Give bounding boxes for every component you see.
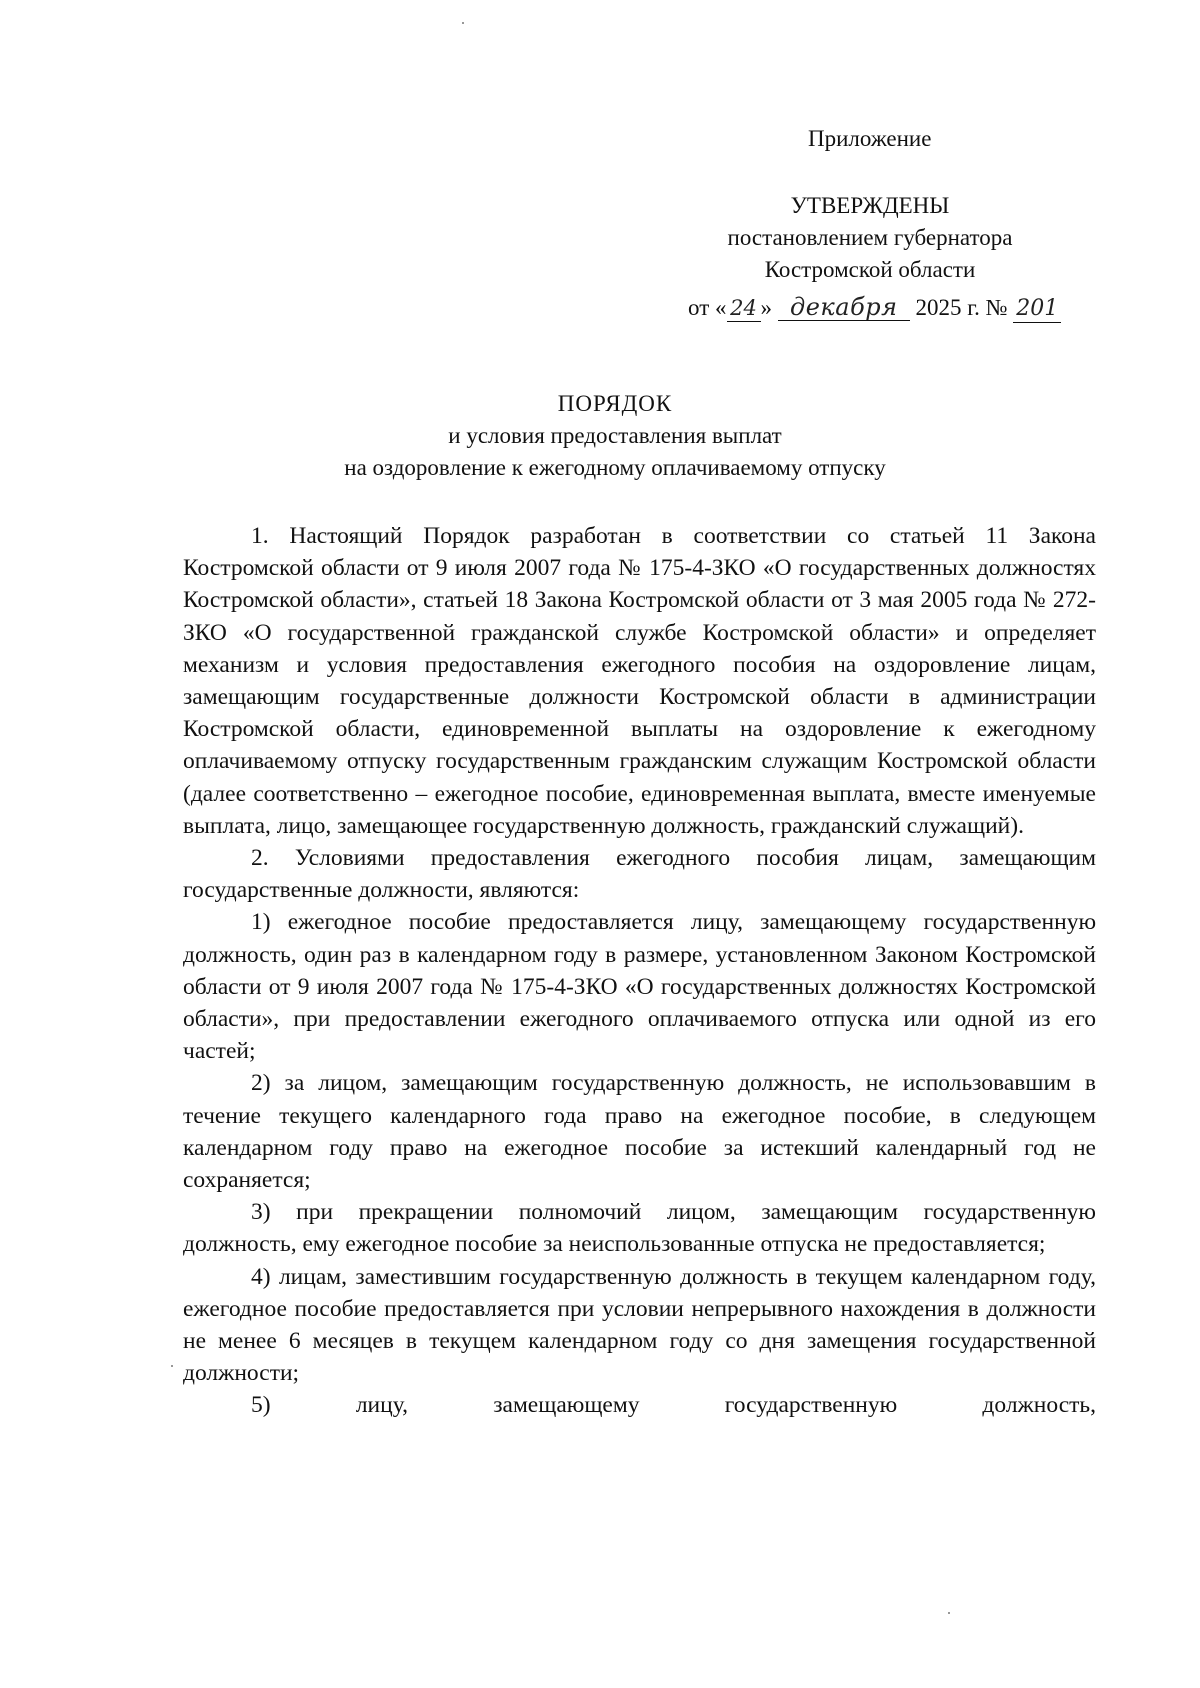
scan-speck xyxy=(462,22,464,24)
approved-label: УТВЕРЖДЕНЫ xyxy=(790,193,950,218)
list-item-1: 1) ежегодное пособие предоставляется лицу, замещающему государственную должность, один раз в календарном году в размере, установленном Законом Костромской области от 9 июля 2007 года № 175-4-ЗКО «О государственных должностях Костромской области», при предоставлении ежегодного оплачиваемого отпуска или одной из его частей; xyxy=(183,909,1096,1065)
date-quote-close: » xyxy=(760,295,772,320)
approval-block xyxy=(660,190,1080,286)
scan-speck xyxy=(948,1612,950,1614)
decree-date-line xyxy=(688,292,1061,324)
title-main: ПОРЯДОК xyxy=(557,391,673,416)
handwritten-day: 24 xyxy=(727,295,761,322)
handwritten-month: декабря xyxy=(778,294,910,321)
title-line-3: на оздоровление к ежегодному оплачиваемому отпуску xyxy=(344,455,886,480)
list-item-5: 5) лицу, замещающему государственную должность, xyxy=(251,1392,1096,1419)
decree-line-1: постановлением губернатора xyxy=(727,225,1013,250)
paragraph-1: 1. Настоящий Порядок разработан в соответствии со статьей 11 Закона Костромской области от 9 июля 2007 года № 175-4-ЗКО «О государственных должностях Костромской области», статьей 18 Закона Костромской области от 3 мая 2005 года № 272-ЗКО «О государственной гражданской службе Костромской области» и определяет механизм и условия предоставления ежегодного пособия на оздоровление лицам, замещающим государственные должности Костромской области в администрации Костромской области, единовременной выплаты на оздоровление к ежегодному оплачиваемому отпуску государственным гражданским служащим Костромской области (далее соответственно – ежегодное пособие, единовременная выплата, вместе именуемые выплата, лицо, замещающее государственную должность, гражданский служащий). xyxy=(183,523,1096,839)
list-item-2: 2) за лицом, замещающим государственную должность, не использовавшим в течение текущего календарного года право на ежегодное пособие, в следующем календарном году право на ежегодное пособие за истекший календарный год не сохраняется; xyxy=(183,1070,1096,1194)
document-body xyxy=(183,520,1096,1422)
list-item-4: 4) лицам, заместившим государственную должность в текущем календарном году, ежегодное пособие предоставляется при условии непрерывного нахождения в должности не менее 6 месяцев в текущем календарном году со дня замещения государственной должности; xyxy=(183,1263,1096,1387)
appendix-label: Приложение xyxy=(808,126,932,151)
date-prefix: от « xyxy=(688,295,727,320)
scan-speck xyxy=(171,1365,173,1367)
date-year: 2025 г. № xyxy=(915,295,1008,320)
title-line-2: и условия предоставления выплат xyxy=(448,423,782,448)
handwritten-number: 201 xyxy=(1013,296,1061,323)
document-title xyxy=(0,388,1200,484)
decree-line-2: Костромской области xyxy=(764,257,976,282)
paragraph-2: 2. Условиями предоставления ежегодного пособия лицам, замещающим государственные должности, являются: xyxy=(183,845,1096,904)
list-item-3: 3) при прекращении полномочий лицом, замещающим государственную должность, ему ежегодное пособие за неиспользованные отпуска не предоставляется; xyxy=(183,1199,1096,1258)
